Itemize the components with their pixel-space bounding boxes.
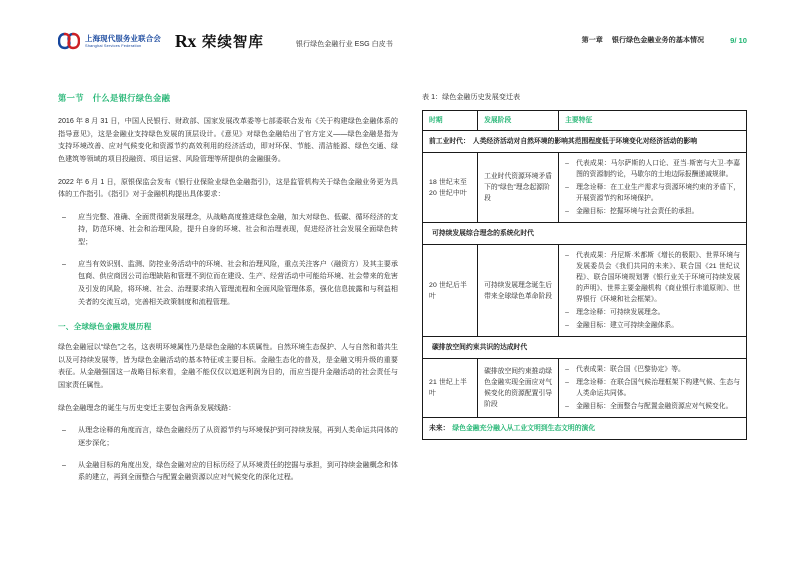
ssf-logo-cn: 上海现代服务业联合会 bbox=[85, 33, 161, 43]
list-item: – 代表成果：丹尼斯·米都斯《增长的极限》、世界环境与发展委员会《我们共同的未来》、联合国《21 世纪议程》、联合国环境规划署《银行业关于环境可持续发展的声明》、世界主要金融机构《商业银行赤道原则》、世界银行《环境和社会框架》。 bbox=[565, 250, 740, 305]
era-band-preindustrial bbox=[423, 131, 747, 153]
cell-stage: 工业时代资源环境矛盾下的“绿色”理念起源阶段 bbox=[478, 153, 559, 223]
paragraph-1: 2016 年 8 月 31 日，中国人民银行、财政部、国家发展改革委等七部委联合发布《关于构建绿色金融体系的指导意见》，这是金融业支持绿色发展的顶层设计。《意见》对绿色金融给出了官方定义——绿色金融是指为支持环境改善、应对气候变化和资源节约高效利用的经济活动，即对环保、节能、清洁能源、绿色交通、绿色建筑等领域的项目投融资、项目运营、风险管理等所提供的金融服务。 bbox=[58, 117, 398, 163]
ssf-infinity-icon bbox=[58, 32, 80, 50]
left-column bbox=[58, 92, 398, 533]
table-row bbox=[423, 245, 747, 337]
page-number: 9/ 10 bbox=[730, 35, 747, 45]
list-item: – 代表成果：马尔萨斯的人口论、亚当·斯密与大卫·李嘉图的资源制约论，马歇尔的土地边际报酬递减规律。 bbox=[565, 158, 740, 180]
cell-stage: 碳排放空间约束推动绿色金融实现全面应对气候变化的资源配置引导阶段 bbox=[478, 359, 559, 418]
page-content bbox=[58, 92, 747, 533]
paragraph-4: 绿色金融理念的诞生与历史变迁主要包含两条发展线路： bbox=[58, 403, 236, 412]
feature-list bbox=[565, 158, 740, 217]
list-item: – 金融目标：挖掘环境与社会责任的承担。 bbox=[565, 206, 740, 217]
green-finance-history-table bbox=[422, 110, 747, 440]
era-text: 碳排放空间约束共识的达成时代 bbox=[432, 344, 528, 351]
subsection-heading bbox=[58, 321, 398, 332]
era-band-sustainable bbox=[423, 223, 747, 245]
future-band bbox=[423, 418, 747, 440]
development-lines-list bbox=[58, 424, 398, 484]
table-row bbox=[423, 131, 747, 153]
document-title: 银行绿色金融行业 ESG 白皮书 bbox=[295, 39, 393, 48]
column-header-features: 主要特征 bbox=[559, 111, 747, 131]
subsection-number: 一、 bbox=[58, 322, 74, 332]
column-header-period: 时期 bbox=[423, 111, 478, 131]
cell-period: 21 世纪上半叶 bbox=[423, 359, 478, 418]
table-row bbox=[423, 359, 747, 418]
table-row bbox=[423, 223, 747, 245]
section-number: 第一节 bbox=[58, 93, 84, 103]
paragraph-3: 绿色金融冠以“绿色”之名，这表明环境属性乃是绿色金融的本质属性。自然环境生态保护、人与自然和谐共生以及可持续发展等，皆为绿色金融活动的基本特征或主要目标。金融生态化的普及，是金融文明升级的重要表征。从金融强国这一战略目标来看，金融不能仅仅以追逐利润为目的，而应当提升金融活动的社会责任与国家责任属性。 bbox=[58, 343, 398, 389]
era-text: 可持续发展综合理念的系统化时代 bbox=[432, 230, 534, 237]
rx-logo-cn: 荣续智库 bbox=[201, 34, 264, 51]
list-item: – 理念诠释：在工业生产需求与资源环境约束的矛盾下，开展资源节约和环境保护。 bbox=[565, 182, 740, 204]
list-item: – 理念诠释：在联合国气候治理框架下构建气候、生态与人类命运共同体。 bbox=[565, 377, 740, 399]
rx-mark-icon: Rx bbox=[174, 31, 196, 51]
header-right bbox=[582, 35, 747, 48]
list-item: – 从理念诠释的角度而言，绿色金融经历了从资源节约与环境保护到可持续发展，再到人类命运共同体的逐步深化； bbox=[58, 424, 398, 449]
future-label: 未来： bbox=[429, 425, 450, 432]
future-text: 绿色金融充分融入从工业文明到生态文明的演化 bbox=[452, 425, 596, 432]
table-header-row bbox=[423, 111, 747, 131]
cell-features bbox=[559, 153, 747, 223]
ssf-logo-en: Shanghai Services Federation bbox=[85, 42, 142, 48]
ssf-logo-text bbox=[85, 35, 161, 48]
brand-group bbox=[58, 31, 393, 52]
list-item: – 金融目标：全面整合与配置金融资源应对气候变化。 bbox=[565, 401, 740, 412]
table-row bbox=[423, 337, 747, 359]
cell-period: 18 世纪末至 20 世纪中叶 bbox=[423, 153, 478, 223]
requirements-list bbox=[58, 211, 398, 308]
chapter-reference bbox=[582, 35, 705, 45]
table-row bbox=[423, 153, 747, 223]
list-item: – 从金融目标的角度出发，绿色金融对应的目标历经了从环境责任的挖掘与承担，到可持续金融概念和体系的建立，再到全面整合与配置金融资源以应对气候变化的深化过程。 bbox=[58, 459, 398, 484]
cell-features bbox=[559, 245, 747, 337]
era-label: 前工业时代： bbox=[429, 138, 470, 145]
shanghai-services-federation-logo bbox=[58, 32, 161, 50]
list-item: – 应当完整、准确、全面贯彻新发展理念，从战略高度推进绿色金融，加大对绿色、低碳、循环经济的支持，防范环境、社会和治理风险，提升自身的环境、社会和治理表现，促进经济社会发展全面绿色转型； bbox=[58, 211, 398, 249]
feature-list bbox=[565, 364, 740, 412]
page-header bbox=[58, 26, 747, 56]
rongxu-think-tank-logo bbox=[175, 31, 264, 52]
feature-list bbox=[565, 250, 740, 331]
era-band-carbon bbox=[423, 337, 747, 359]
table-row bbox=[423, 418, 747, 440]
list-item: – 代表成果：联合国《巴黎协定》等。 bbox=[565, 364, 740, 375]
subsection-heading-text: 全球绿色金融发展历程 bbox=[73, 322, 152, 332]
cell-period: 20 世纪后半叶 bbox=[423, 245, 478, 337]
paragraph-2: 2022 年 6 月 1 日，原银保监会发布《银行业保险业绿色金融指引》，这是监管机构关于绿色金融业务更为具体的工作指引。《指引》对于金融机构提出具体要求： bbox=[58, 177, 398, 199]
cell-features bbox=[559, 359, 747, 418]
chapter-title: 银行绿色金融业务的基本情况 bbox=[611, 35, 705, 44]
list-item: – 理念诠释：可持续发展理念。 bbox=[565, 307, 740, 318]
section-heading-text: 什么是银行绿色金融 bbox=[92, 93, 171, 103]
cell-stage: 可持续发展理念诞生后带来全球绿色革命阶段 bbox=[478, 245, 559, 337]
section-heading bbox=[58, 92, 398, 104]
list-item: – 应当有效识别、监测、防控业务活动中的环境、社会和治理风险，重点关注客户（融资方）及其主要承包商、供应商因公司治理缺陷和管理不到位而在建设、生产、经营活动中可能给环境、社会带来的危害及引发的风险，将环境、社会、治理要求纳入管理流程和全面风险管理体系，强化信息披露和与利益相关者的交流互动，完善相关政策制度和流程管理。 bbox=[58, 258, 398, 309]
column-header-stage: 发展阶段 bbox=[478, 111, 559, 131]
chapter-number: 第一章 bbox=[581, 35, 603, 44]
table-caption: 表 1：绿色金融历史发展变迁表 bbox=[422, 93, 521, 101]
right-column bbox=[422, 92, 747, 533]
era-text: 人类经济活动对自然环境的影响其范围程度低于环境变化对经济活动的影响 bbox=[472, 138, 698, 145]
list-item: – 金融目标：建立可持续金融体系。 bbox=[565, 320, 740, 331]
